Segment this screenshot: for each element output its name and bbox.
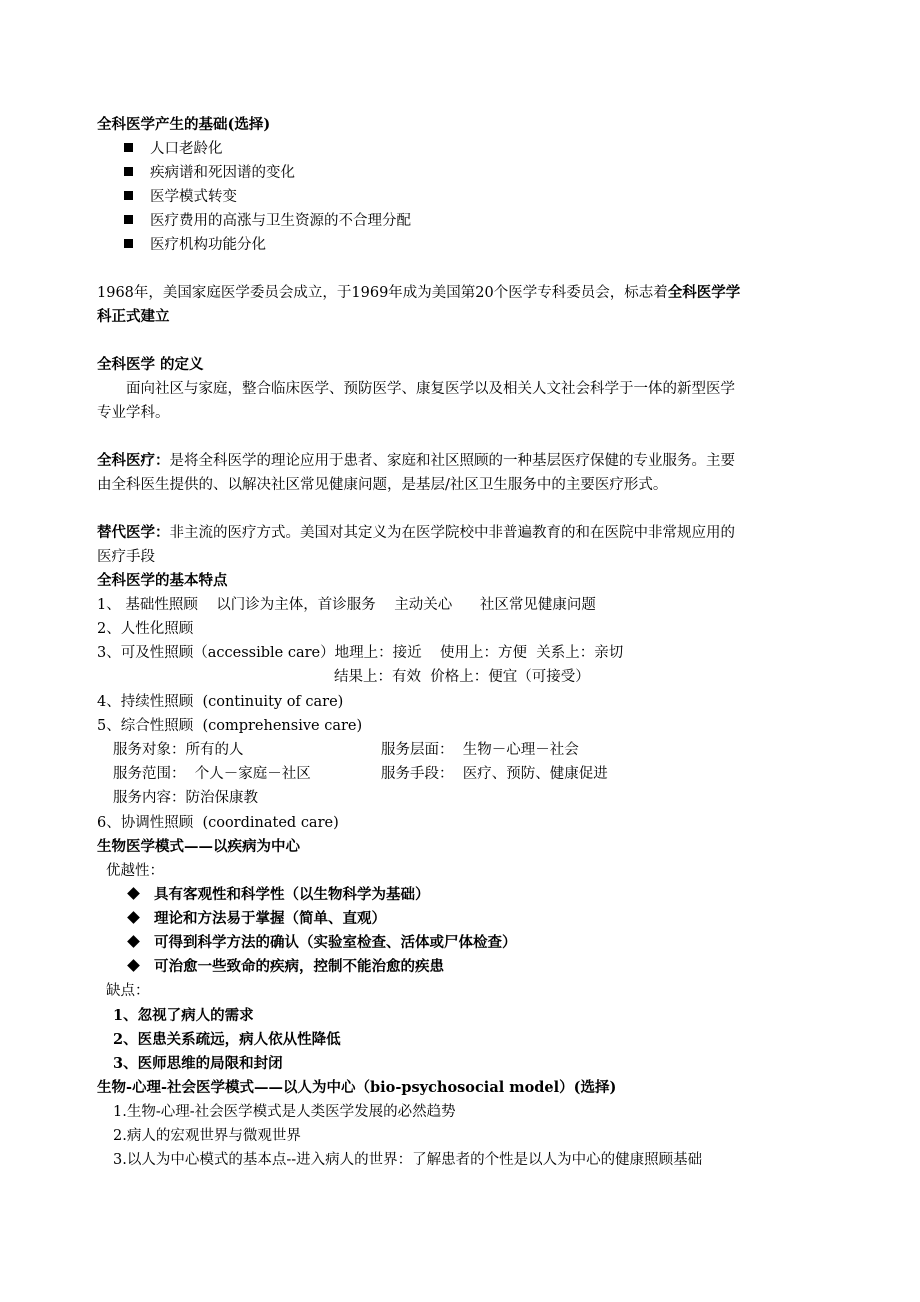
list-item: 医疗机构功能分化 — [124, 235, 266, 255]
service-target: 服务对象：所有的人 — [113, 742, 244, 758]
section-title-basis: 全科医学产生的基础(选择) — [97, 116, 271, 133]
feature-line: 4、持续性照顾 (continuity of care) — [97, 694, 344, 710]
diamond-bullet-icon — [127, 911, 140, 924]
advantages-label: 优越性： — [106, 863, 164, 879]
square-bullet-icon — [124, 239, 133, 248]
list-item: 医学模式转变 — [124, 187, 237, 207]
diamond-bullet-icon — [127, 959, 140, 972]
diamond-bullet-icon — [127, 935, 140, 948]
history-paragraph: 1968年，美国家庭医学委员会成立，于1969年成为美国第20个医学专科委员会，标志着全科医学学 — [97, 284, 741, 301]
service-means: 服务手段： 医疗、预防、健康促进 — [381, 766, 608, 782]
alternative-medicine-paragraph-cont: 医疗手段 — [97, 549, 155, 565]
list-item: 可得到科学方法的确认（实验室检查、活体或尸体检查） — [129, 933, 517, 953]
general-practice-paragraph-cont: 由全科医生提供的、以解决社区常见健康问题，是基层/社区卫生服务中的主要医疗形式。 — [97, 477, 668, 493]
list-item: 2.病人的宏观世界与微观世界 — [113, 1128, 301, 1144]
definition-paragraph: 面向社区与家庭，整合临床医学、预防医学、康复医学以及相关人文社会科学于一体的新型医学 — [126, 381, 735, 397]
square-bullet-icon — [124, 167, 133, 176]
feature-line: 1、 基础性照顾 以门诊为主体，首诊服务 主动关心 社区常见健康问题 — [97, 597, 596, 613]
square-bullet-icon — [124, 191, 133, 200]
definition-paragraph-cont: 专业学科。 — [97, 405, 170, 421]
diamond-bullet-icon — [127, 887, 140, 900]
feature-line: 5、综合性照顾 (comprehensive care) — [97, 718, 363, 734]
feature-line: 6、协调性照顾 (coordinated care) — [97, 815, 339, 831]
list-item: 1.生物-心理-社会医学模式是人类医学发展的必然趋势 — [113, 1104, 456, 1120]
general-practice-paragraph: 全科医疗：是将全科医学的理论应用于患者、家庭和社区照顾的一种基层医疗保健的专业服务。主要 — [97, 452, 735, 469]
service-scope: 服务范围： 个人－家庭－社区 — [113, 766, 311, 782]
list-item: 疾病谱和死因谱的变化 — [124, 163, 295, 183]
service-level: 服务层面： 生物－心理－社会 — [381, 742, 579, 758]
section-title-definition: 全科医学 的定义 — [97, 356, 204, 373]
list-item: 医疗费用的高涨与卫生资源的不合理分配 — [124, 211, 411, 231]
list-item: 人口老龄化 — [124, 139, 223, 159]
disadvantages-label: 缺点： — [106, 983, 150, 999]
section-title-biopsychosocial-model: 生物-心理-社会医学模式——以人为中心（bio-psychosocial model）(选择) — [97, 1079, 617, 1096]
list-item: 具有客观性和科学性（以生物科学为基础） — [129, 885, 430, 905]
list-item: 可治愈一些致命的疾病，控制不能治愈的疾患 — [129, 957, 444, 977]
list-item: 理论和方法易于掌握（简单、直观） — [129, 909, 386, 929]
section-title-biomedical-model: 生物医学模式——以疾病为中心 — [97, 838, 300, 855]
list-item: 3、医师思维的局限和封闭 — [113, 1055, 283, 1072]
list-item: 3.以人为中心模式的基本点--进入病人的世界：了解患者的个性是以人为中心的健康照顾基础 — [113, 1152, 703, 1168]
list-item: 1、忽视了病人的需求 — [113, 1007, 254, 1024]
feature-line: 3、可及性照顾（accessible care）地理上：接近 使用上：方便 关系上：亲切 — [97, 645, 624, 661]
square-bullet-icon — [124, 215, 133, 224]
service-content: 服务内容：防治保康教 — [113, 790, 258, 806]
section-title-features: 全科医学的基本特点 — [97, 572, 228, 589]
feature-line-cont: 结果上：有效 价格上：便宜（可接受） — [334, 669, 590, 685]
feature-line: 2、人性化照顾 — [97, 621, 194, 637]
list-item: 2、医患关系疏远，病人依从性降低 — [113, 1031, 341, 1048]
square-bullet-icon — [124, 143, 133, 152]
alternative-medicine-paragraph: 替代医学：非主流的医疗方式。美国对其定义为在医学院校中非普遍教育的和在医院中非常规应用的 — [97, 524, 735, 541]
history-paragraph-cont: 科正式建立 — [97, 308, 170, 325]
